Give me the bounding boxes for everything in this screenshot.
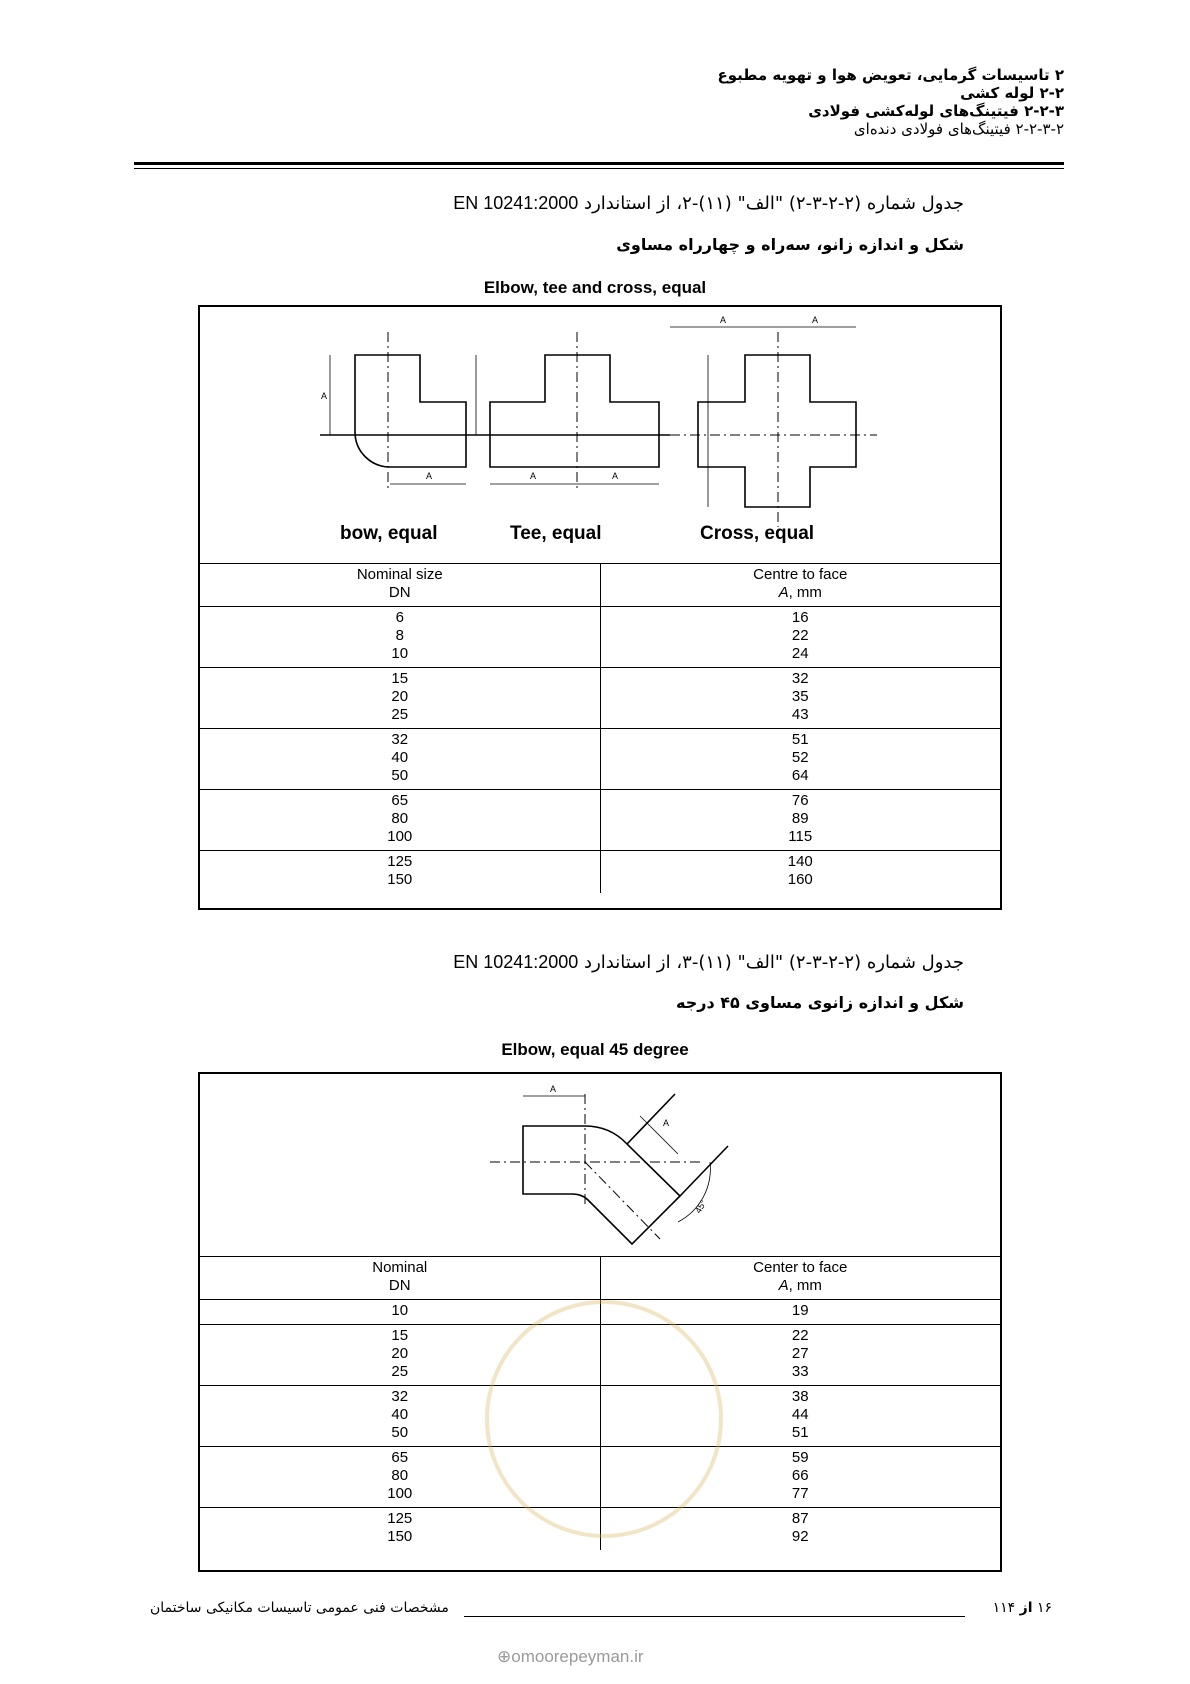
footer-rule [464, 1616, 965, 1617]
figure-label-cross: Cross, equal [700, 523, 815, 544]
watermark-seal [485, 1300, 723, 1538]
cell-a: 140 160 [600, 851, 1000, 894]
dim-a-label: A [812, 315, 819, 325]
table-row [200, 668, 1000, 729]
elbow-45-drawing [200, 1074, 1000, 1256]
table1-data [200, 564, 1000, 893]
table-row [200, 851, 1000, 894]
column-header-a: Center to face A, mm [600, 1257, 1000, 1300]
cell-dn: 65 80 100 [200, 790, 600, 851]
table-row [200, 729, 1000, 790]
dim-a-label: A [530, 471, 537, 481]
header-line-1: ۲ تاسیسات گرمایی، تعویض هوا و تهویه مطبوع [717, 66, 1064, 84]
cell-a: 87 92 [600, 1508, 1000, 1551]
cell-a: 16 22 24 [600, 607, 1000, 668]
footer-title: مشخصات فنی عمومی تاسیسات مکانیکی ساختمان [150, 1600, 449, 1616]
cell-a: 51 52 64 [600, 729, 1000, 790]
cell-dn: 6 8 10 [200, 607, 600, 668]
cell-dn: 125 150 [200, 1508, 600, 1551]
table2-title: Elbow, equal 45 degree [501, 1040, 689, 1059]
cell-a: 22 27 33 [600, 1325, 1000, 1386]
cell-dn: 32 40 50 [200, 1386, 600, 1447]
table1-caption-en: EN 10241:2000 [453, 193, 579, 213]
table1-caption-fa: جدول شماره (۲-۲-۳-۲) "الف" (۱۱)-۲، از استاندارد [584, 193, 964, 214]
dim-a-label: A [550, 1084, 557, 1094]
cell-a: 32 35 43 [600, 668, 1000, 729]
cell-a: 76 89 115 [600, 790, 1000, 851]
globe-icon: ⊕ [497, 1647, 512, 1666]
table1-figure [200, 307, 1000, 564]
table-row [200, 607, 1000, 668]
header-line-3: ۲-۲-۳ فیتینگ‌های لوله‌کشی فولادی [808, 102, 1064, 120]
dim-a-label: A [321, 391, 328, 401]
column-header-dn: Nominal DN [200, 1257, 600, 1300]
table2-figure [200, 1074, 1000, 1257]
header-line-4: ۲-۲-۳-۲ فیتینگ‌های فولادی دنده‌ای [853, 120, 1064, 138]
table1-subtitle: شکل و اندازه زانو، سه‌راه و چهارراه مساوی [616, 235, 964, 254]
dim-a-label: A [612, 471, 619, 481]
cell-dn: 32 40 50 [200, 729, 600, 790]
cell-a: 59 66 77 [600, 1447, 1000, 1508]
column-header-dn: Nominal size DN [200, 564, 600, 607]
cell-dn: 15 20 25 [200, 1325, 600, 1386]
header-rule-thick [134, 162, 1064, 165]
dim-a-label: A [663, 1118, 670, 1128]
header-rule-thin [134, 168, 1064, 169]
table1-caption [453, 193, 964, 214]
watermark-site: ⊕omoorepeyman.ir [497, 1647, 644, 1666]
table2-caption [453, 952, 964, 973]
cell-a: 38 44 51 [600, 1386, 1000, 1447]
dim-a-label: A [426, 471, 433, 481]
cell-dn: 10 [200, 1300, 600, 1325]
table-row [200, 790, 1000, 851]
table1 [198, 305, 1002, 910]
cell-a: 19 [600, 1300, 1000, 1325]
table1-title: Elbow, tee and cross, equal [483, 278, 707, 297]
figure-label-elbow: bow, equal [340, 523, 438, 544]
header [717, 66, 1064, 138]
page-number: ۱۶ از ۱۱۴ [992, 1600, 1052, 1616]
angle-label: 45° [693, 1198, 709, 1215]
table2-caption-en: EN 10241:2000 [453, 952, 579, 972]
table2-caption-fa: جدول شماره (۲-۲-۳-۲) "الف" (۱۱)-۳، از استاندارد [584, 952, 964, 973]
dim-a-label: A [720, 315, 727, 325]
cell-dn: 125 150 [200, 851, 600, 894]
header-line-2: ۲-۲ لوله کشی [960, 84, 1064, 102]
figure-label-tee: Tee, equal [510, 523, 602, 544]
table2-subtitle: شکل و اندازه زانوی مساوی ۴۵ درجه [676, 993, 964, 1012]
column-header-a: Centre to face A, mm [600, 564, 1000, 607]
cell-dn: 15 20 25 [200, 668, 600, 729]
cell-dn: 65 80 100 [200, 1447, 600, 1508]
